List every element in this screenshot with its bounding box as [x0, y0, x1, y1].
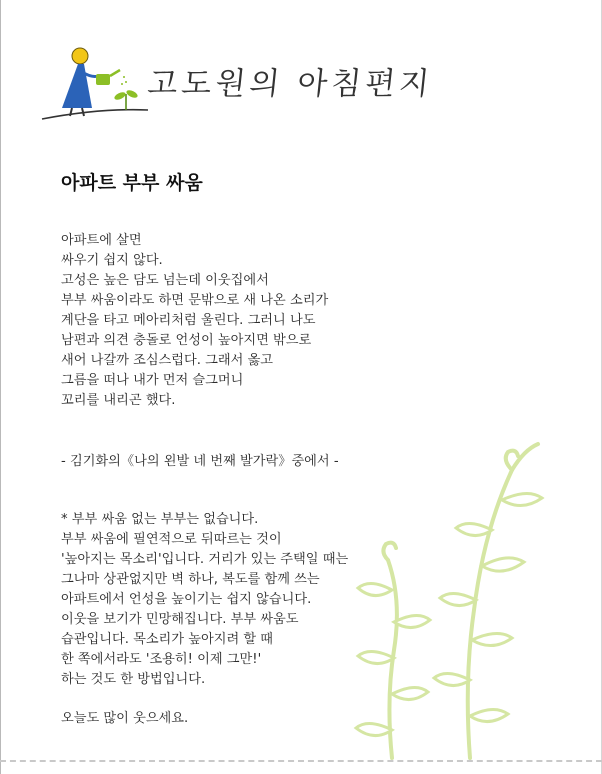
poem-line: 아파트에 살면 [61, 233, 142, 248]
poem-line: 꼬리를 내리곤 했다. [61, 393, 176, 408]
commentary-line: '높아지는 목소리'입니다. 거리가 있는 주택일 때는 [61, 552, 349, 567]
poem-line: 그름을 떠나 내가 먼저 슬그머니 [61, 373, 244, 388]
article-title: 아파트 부부 싸움 [61, 172, 203, 194]
poem-quote [61, 231, 328, 411]
commentary-line: 부부 싸움에 필연적으로 뒤따르는 것이 [61, 532, 282, 547]
person-watering-sprout-icon [40, 44, 150, 124]
commentary-line: 습관입니다. 목소리가 높아지려 할 때 [61, 632, 274, 647]
commentary-line: 그나마 상관없지만 벽 하나, 복도를 함께 쓰는 [61, 572, 320, 587]
poem-line: 계단을 타고 메아리처럼 울린다. 그러니 나도 [61, 313, 316, 328]
quote-source: - 김기화의《나의 왼발 네 번째 발가락》중에서 - [61, 454, 339, 469]
vine-leaves-icon [352, 440, 552, 760]
commentary-line: 아파트에서 언성을 높이기는 쉽지 않습니다. [61, 592, 312, 607]
poem-line: 남편과 의견 충돌로 언성이 높아지면 밖으로 [61, 333, 312, 348]
poem-line: 새어 나갈까 조심스럽다. 그래서 옳고 [61, 353, 274, 368]
commentary-line: * 부부 싸움 없는 부부는 없습니다. [61, 512, 259, 527]
poem-line: 고성은 높은 담도 넘는데 이웃집에서 [61, 273, 269, 288]
footer-divider [0, 760, 602, 762]
closing-greeting: 오늘도 많이 웃으세요. [61, 711, 189, 726]
commentary-line: 이웃을 보기가 민망해집니다. 부부 싸움도 [61, 612, 299, 627]
commentary-line: 한 쪽에서라도 '조용히! 이제 그만!' [61, 652, 262, 667]
page-left-border [0, 0, 1, 774]
commentary [61, 510, 348, 690]
commentary-line: 하는 것도 한 방법입니다. [61, 672, 206, 687]
poem-line: 부부 싸움이라도 하면 문밖으로 새 나온 소리가 [61, 293, 329, 308]
brand-title: 고도원의 아침편지 [145, 66, 435, 102]
poem-line: 싸우기 쉽지 않다. [61, 253, 163, 268]
